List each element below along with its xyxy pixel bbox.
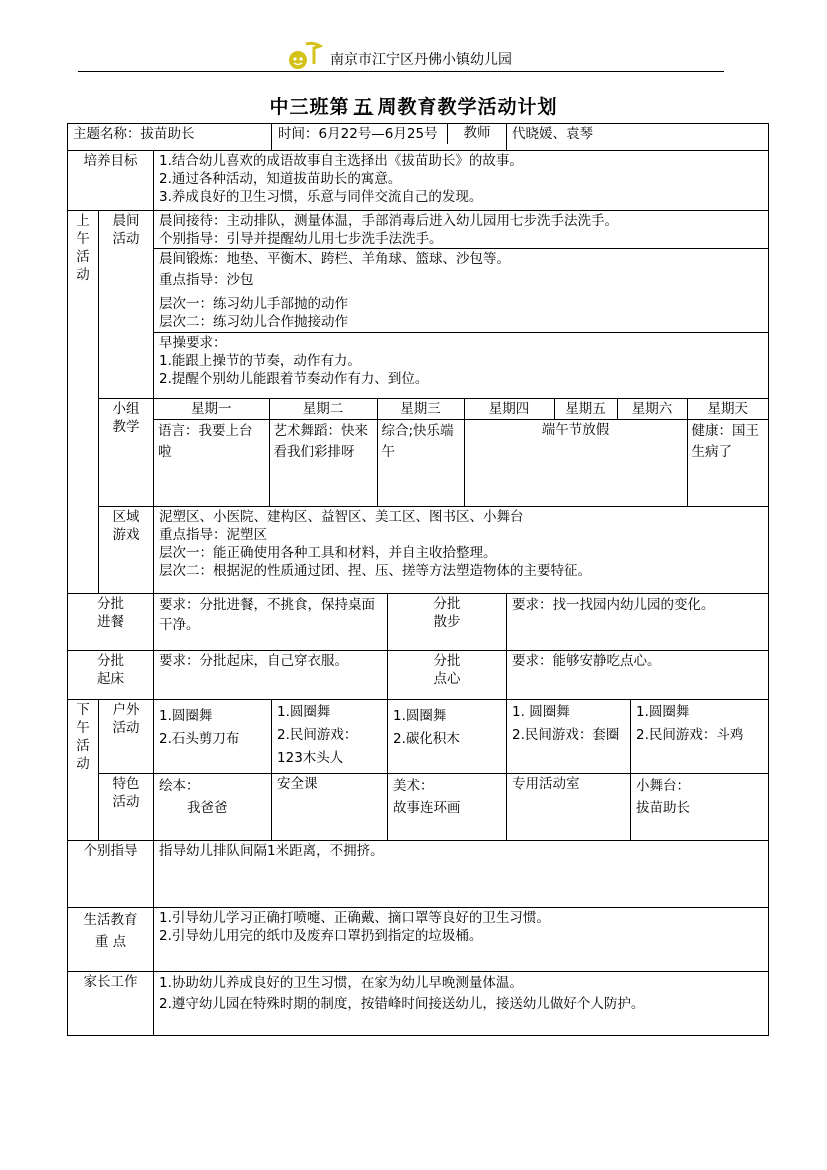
area-games-label: 区域游戏 (99, 507, 154, 594)
group-holiday: 端午节放假 (464, 420, 687, 506)
parents-content (154, 972, 769, 1036)
day-header-fri: 星期五 (554, 399, 617, 420)
area-line: 层次二：根据泥的性质通过团、捏、压、搓等方法塑造物体的主要特征。 (159, 563, 591, 579)
morning-exercise (154, 248, 768, 332)
special-fri: 小舞台： 拔苗助长 (631, 774, 769, 841)
morning-section-label: 上午活动 (68, 211, 99, 594)
school-name: 南京市江宁区丹佛小镇幼儿园 (330, 52, 512, 68)
walk-label: 分批散步 (388, 594, 507, 651)
group-wed: 综合;快乐端午 (377, 420, 464, 506)
title-prefix: 中三班第 (269, 96, 350, 118)
meal-requirement: 要求：分批进餐，不挑食，保持桌面干净。 (154, 594, 388, 651)
group-tue: 艺术舞蹈：快来看我们彩排呀 (269, 420, 377, 506)
area-line: 层次一：能正确使用各种工具和材料，并自主收拾整理。 (159, 545, 497, 561)
teacher-label: 教师 (448, 124, 507, 144)
snack-label: 分批点心 (388, 651, 507, 700)
morning-activity-content (154, 211, 769, 399)
reception-line: 个别指导：引导并提醒幼儿用七步洗手法洗手。 (159, 231, 443, 247)
special-tue: 安全课 (272, 774, 388, 841)
individual-content: 指导幼儿排队间隔1米距离，不拥挤。 (154, 841, 769, 908)
morning-activity-label: 晨间活动 (99, 211, 154, 399)
special-thu: 专用活动室 (507, 774, 631, 841)
exercise-line: 重点指导：沙包 (159, 272, 254, 288)
goals-content (154, 151, 769, 211)
teachers-cell: 代晓媛、袁琴 (507, 124, 769, 151)
day-header-sat: 星期六 (617, 399, 687, 420)
parents-item: 2.遵守幼儿园在特殊时期的制度，按错峰时间接送幼儿，接送幼儿做好个人防护。 (159, 996, 645, 1012)
group-sun: 健康：国王生病了 (687, 420, 768, 506)
meal-label: 分批进餐 (68, 594, 154, 651)
group-teaching-content (154, 399, 769, 507)
goals-label: 培养目标 (68, 151, 154, 211)
drill-line: 1.能跟上操节的节奏，动作有力。 (159, 353, 361, 369)
exercise-line: 晨间锻炼：地垫、平衡木、跨栏、羊角球、篮球、沙包等。 (159, 251, 510, 267)
day-header-thu: 星期四 (464, 399, 554, 420)
day-header-sun: 星期天 (687, 399, 768, 420)
special-wed: 美术： 故事连环画 (388, 774, 507, 841)
area-games-content (154, 507, 769, 594)
life-content (154, 908, 769, 972)
life-label: 生活教育重 点 (68, 908, 154, 972)
parents-label: 家长工作 (68, 972, 154, 1036)
exercise-line: 层次二：练习幼儿合作抛接动作 (159, 314, 348, 330)
theme-cell: 主题名称：拔苗助长 (68, 124, 272, 151)
drill-line: 2.提醒个别幼儿能跟着节奏动作有力、到位。 (159, 371, 429, 387)
day-header-mon: 星期一 (154, 399, 269, 420)
life-item: 1.引导幼儿学习正确打喷嚏、正确戴、摘口罩等良好的卫生习惯。 (159, 910, 550, 926)
wake-requirement: 要求：分批起床，自己穿衣服。 (154, 651, 388, 700)
group-teaching-label: 小组教学 (99, 399, 154, 507)
drill-line: 早操要求： (159, 335, 227, 351)
page-header (78, 40, 724, 72)
day-header-wed: 星期三 (377, 399, 464, 420)
area-line: 重点指导：泥塑区 (159, 527, 267, 543)
outdoor-mon: 1.圆圈舞 2.石头剪刀布 (154, 700, 272, 774)
outdoor-thu: 1. 圆圈舞 2.民间游戏：套圈 (507, 700, 631, 774)
goal-item: 2.通过各种活动，知道拔苗助长的寓意。 (159, 171, 402, 187)
reception-line: 晨间接待：主动排队，测量体温，手部消毒后进入幼儿园用七步洗手法洗手。 (159, 213, 618, 229)
day-header-tue: 星期二 (269, 399, 377, 420)
time-teacher-cell (272, 124, 507, 151)
title-week-number: 五 (353, 96, 374, 118)
kindergarten-logo-icon (284, 40, 326, 70)
special-mon: 绘本： 我爸爸 (154, 774, 272, 841)
plan-table (67, 123, 769, 1036)
time-cell: 时间：6月22号—6月25号 (278, 126, 438, 142)
outdoor-wed: 1.圆圈舞 2.碳化积木 (388, 700, 507, 774)
individual-label: 个别指导 (68, 841, 154, 908)
outdoor-label: 户外活动 (99, 700, 154, 774)
parents-item: 1.协助幼儿养成良好的卫生习惯，在家为幼儿早晚测量体温。 (159, 975, 523, 991)
goal-item: 3.养成良好的卫生习惯，乐意与同伴交流自己的发现。 (159, 189, 483, 205)
life-item: 2.引导幼儿用完的纸巾及废弃口罩扔到指定的垃圾桶。 (159, 928, 483, 944)
goal-item: 1.结合幼儿喜欢的成语故事自主选择出《拔苗助长》的故事。 (159, 153, 523, 169)
morning-drill (154, 332, 768, 390)
special-label: 特色活动 (99, 774, 154, 841)
title-suffix: 周教育教学活动计划 (377, 96, 558, 118)
wake-label: 分批起床 (68, 651, 154, 700)
snack-requirement: 要求：能够安静吃点心。 (507, 651, 769, 700)
outdoor-fri: 1.圆圈舞 2.民间游戏：斗鸡 (631, 700, 769, 774)
area-line: 泥塑区、小医院、建构区、益智区、美工区、图书区、小舞台 (159, 509, 524, 525)
group-mon: 语言：我要上台啦 (154, 420, 269, 506)
page-title (0, 92, 827, 119)
walk-requirement: 要求：找一找园内幼儿园的变化。 (507, 594, 769, 651)
afternoon-section-label: 下午活动 (68, 700, 99, 841)
outdoor-tue: 1.圆圈舞 2.民间游戏：123木头人 (272, 700, 388, 774)
exercise-line: 层次一：练习幼儿手部抛的动作 (159, 296, 348, 312)
